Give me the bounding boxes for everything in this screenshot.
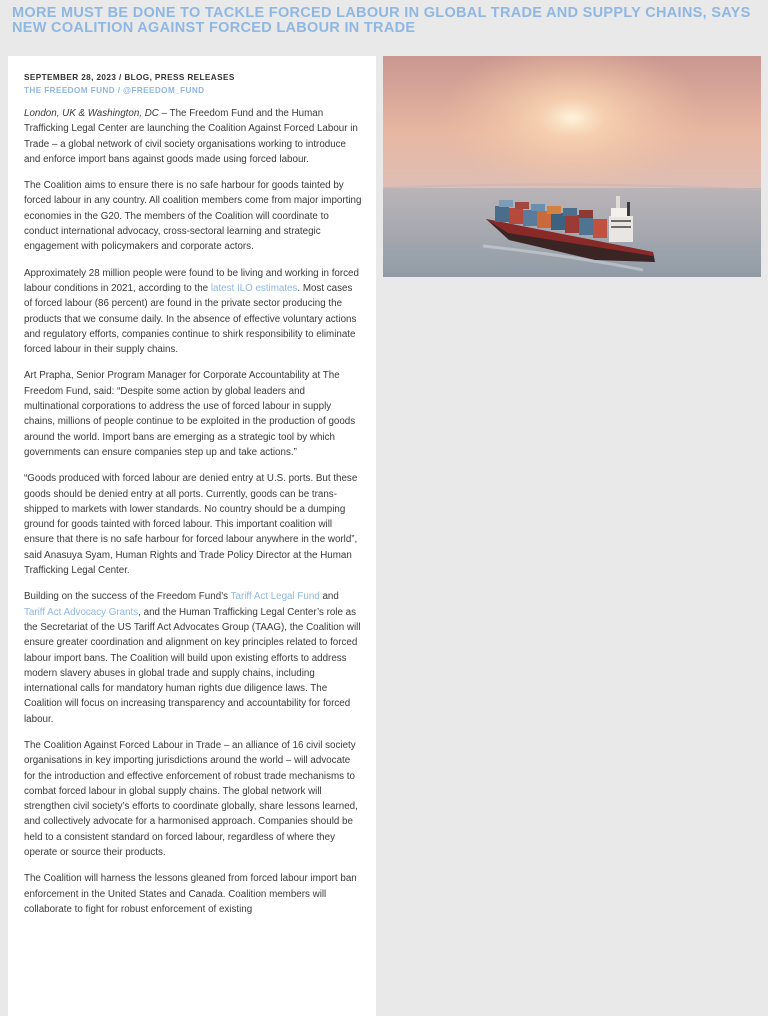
paragraph-intro-text: – The Freedom Fund and the Human Trafficking Legal Center are launching the Coalition Against Forced Labour in Trade – a global network of civil society organisations working to introduce and enforce import bans against goods made using forced labour. <box>24 108 358 165</box>
paragraph-statistics-text: Approximately 28 million people were found to be living and working in forced labour conditions in 2021, according to the <box>24 267 359 294</box>
post-meta: SEPTEMBER 28, 2023 / BLOG, PRESS RELEASES <box>24 73 235 82</box>
paragraph-quote-syam: “Goods produced with forced labour are denied entry at U.S. ports. But these goods should be denied entry at all ports. Currently, goods can be trans-shipped to markets with lower standards. No country should be a dumping ground for goods tainted with forced labour. This important coalition will ensure that there is no safe harbour for forced labour anywhere in the world”, said Anasuya Syam, Human Rights and Trade Policy Director at the Human Trafficking Legal Center. <box>24 473 358 577</box>
paragraph-quote-prapha: Art Prapha, Senior Program Manager for Corporate Accountability at The Freedom Fund, said: “Despite some action by global leaders and multinational corporations to address the use of forced labour in supply chains, millions of people continue to be exploited in the production of goods around the world. Import bans are emerging as a strategic tool by which governments can ensure companies step up and take actions.” <box>24 370 356 458</box>
paragraph-statistics <box>24 266 362 358</box>
paragraph-building-text: Building on the success of the Freedom Fund’s <box>24 591 231 603</box>
paragraph-alliance: The Coalition Against Forced Labour in Trade – an alliance of 16 civil society organisations in key importing jurisdictions around the world – will advocate for the introduction and effective enforcement of robust trade mechanisms to combat forced labour in global supply chains. The global network will strengthen civil society’s efforts to coordinate globally, share lessons learned, and collectively advocate for a harmonised approach. Companies should be held to a consistent standard on forced labour, regardless of where they operate or source their products. <box>24 739 358 859</box>
post-source-links <box>24 85 362 96</box>
source-link[interactable]: THE FREEDOM FUND <box>24 86 116 95</box>
twitter-handle-link[interactable]: @FREEDOM_FUND <box>123 86 205 95</box>
source-separator: / <box>115 86 124 95</box>
page-title: MORE MUST BE DONE TO TACKLE FORCED LABOUR IN GLOBAL TRADE AND SUPPLY CHAINS, SAYS NEW COALITION AGAINST FORCED LABOUR IN TRADE <box>12 5 751 36</box>
paragraph-lessons: The Coalition will harness the lessons gleaned from forced labour import ban enforcement in the United States and Canada. Coalition members will collaborate to fight for robust enforcement of existing <box>24 873 357 915</box>
paragraph-building-and: and <box>319 591 339 603</box>
ilo-estimates-link[interactable]: latest ILO estimates <box>210 282 298 294</box>
hero-image-container-ship <box>383 56 761 277</box>
paragraph-statistics-text-2: . Most cases of forced labour (86 percent) are found in the private sector producing the products that we consume daily. In the absence of effective voluntary actions and regulatory efforts, companies continue to shirk responsibility to eliminate forced labour in their supply chains. <box>24 282 357 356</box>
tariff-act-legal-fund-link[interactable]: Tariff Act Legal Fund <box>230 591 320 603</box>
article-body <box>8 56 376 1016</box>
container-ship-icon <box>383 56 761 277</box>
paragraph-building-text-2: , and the Human Trafficking Legal Center’s role as the Secretariat of the US Tariff Act Advocates Group (TAAG), the Coalition will ensure greater coordination and alignment on key principles related to forced labour import bans. The Coalition will build upon existing efforts to address modern slavery abuses in global trade and supply chains, including international calls for mandatory human rights due diligence laws. The Coalition will focus on increasing transparency and accountability for forced labour. <box>24 606 361 725</box>
dateline: London, UK & Washington, DC <box>24 108 159 119</box>
paragraph-aims: The Coalition aims to ensure there is no safe harbour for goods tainted by forced labour in any country. All coalition members come from major importing economies in the G20. The members of the Coalition will coordinate to conduct international advocacy, cross-sectoral learning and strategic engagement with policymakers and corporate actors. <box>24 180 362 253</box>
paragraph-building <box>24 589 362 727</box>
tariff-act-advocacy-grants-link[interactable]: Tariff Act Advocacy Grants <box>24 606 139 618</box>
paragraph-intro <box>24 106 362 167</box>
